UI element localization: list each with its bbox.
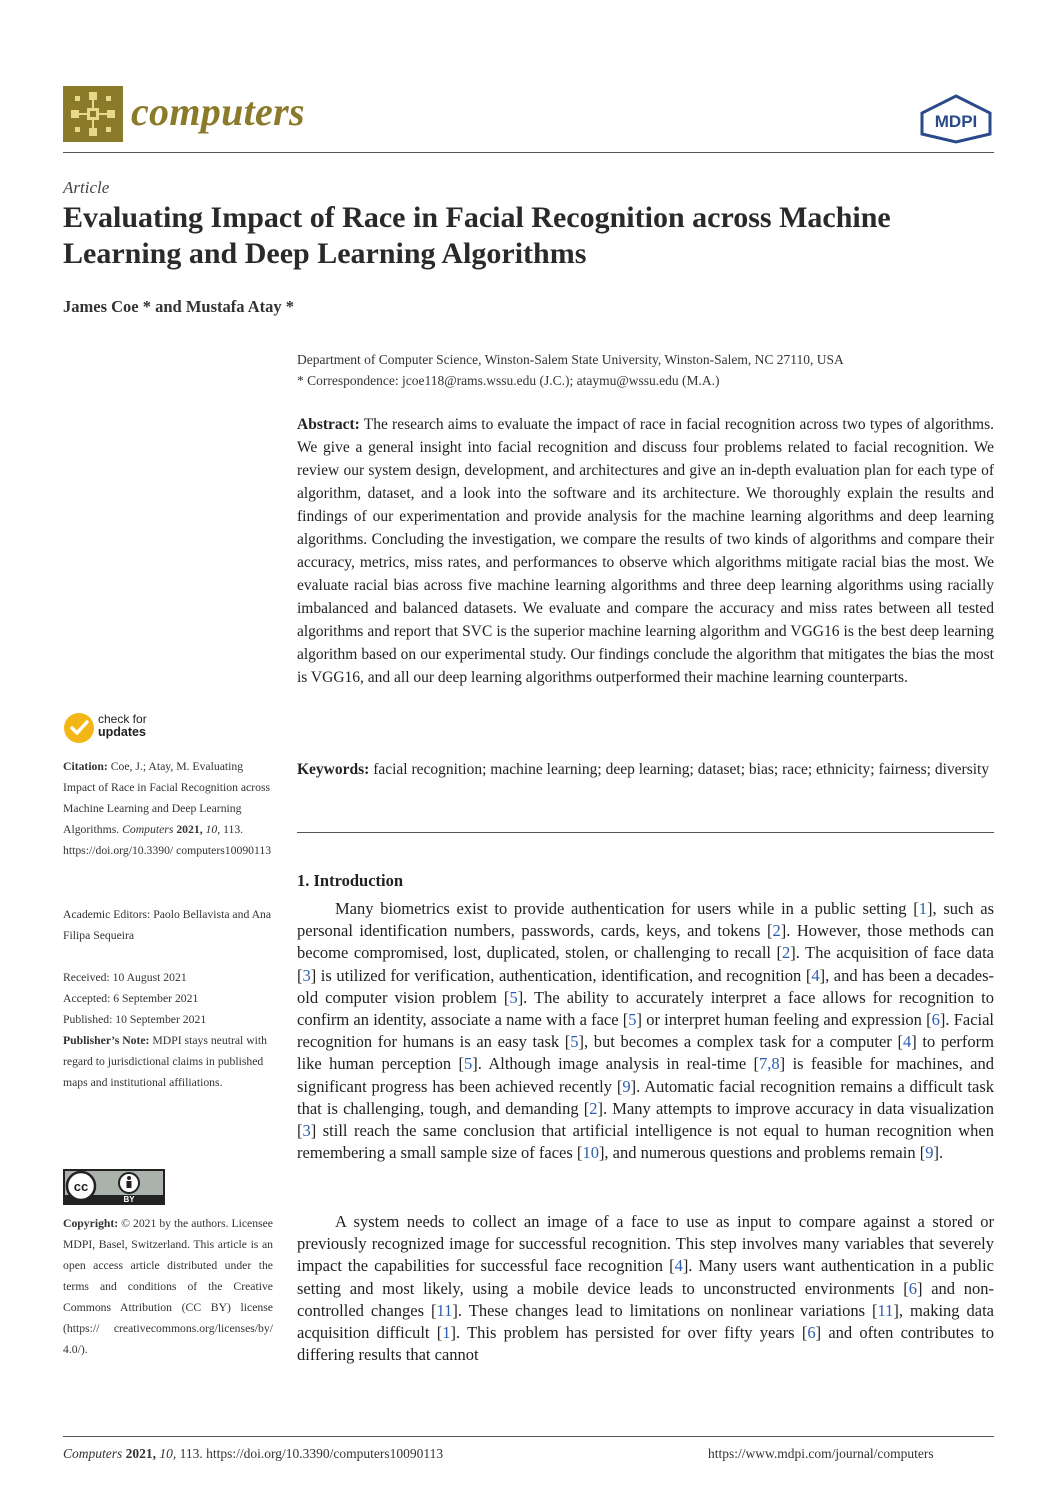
check-for-updates-button[interactable] (63, 710, 173, 746)
body-text: ], and numerous questions and problems remain [ (598, 1143, 926, 1163)
body-text: Many biometrics exist to provide authentication for users while in a public setting [ (335, 899, 919, 918)
svg-text:cc: cc (73, 1179, 89, 1194)
citation-reference-link[interactable]: 4 (902, 1032, 912, 1052)
footer-year: 2021, (125, 1446, 157, 1461)
body-text: ] and often contributes to differing results that cannot (297, 1323, 994, 1365)
publisher-note-text: MDPI stays neutral with regard to jurisdictional claims in published maps and institutional affiliations. (63, 1034, 267, 1089)
citation-year: 2021, (176, 823, 203, 836)
body-text: ]. Automatic facial recognition remains a difficult task that is challenging, tough, and demanding [ (297, 1076, 995, 1118)
footer-journal-url[interactable]: https://www.mdpi.com/journal/computers (708, 1446, 934, 1461)
citation-reference-link[interactable]: 2 (589, 1098, 598, 1118)
body-text: ]. Many users want authentication in a public setting and most likely, using a mobile device leads to unconstructed environments [ (297, 1256, 994, 1298)
citation-reference-link[interactable]: 11 (436, 1300, 453, 1320)
footer-doi[interactable]: 113. https://doi.org/10.3390/computers10090113 (179, 1446, 444, 1461)
citation-reference-link[interactable]: 3 (302, 965, 311, 985)
citation-reference-link[interactable]: 4 (811, 965, 820, 985)
citation-journal: Computers (122, 823, 174, 836)
citation-reference-link[interactable]: 5 (570, 1032, 579, 1052)
citation-reference-link[interactable]: 1 (442, 1323, 451, 1343)
abstract-text: The research aims to evaluate the impact of race in facial recognition across two types of algorithms. We give a general insight into facial recognition and discuss four problems related to facial recognition. We review our system design, development, and architectures and give an in-depth evaluation plan for each type of algorithm, dataset, and a look into the software and its architecture. We thoroughly explain the results and findings of our experimentation and provide analysis for the machine learning algorithms and deep learning algorithms. Concluding the investigation, we compare the results of two kinds of algorithms and compare their accuracy, metrics, miss rates, and performances to observe which algorithms mitigate racial bias the most. We evaluate racial bias across five machine learning algorithms and three deep learning algorithms using racially imbalanced and balanced datasets. We evaluate and compare the accuracy and miss rates between all tested algorithms and report that SVC is the superior machine learning algorithm and VGG16 is the best deep learning algorithm based on our experimental study. Our findings conclude the algorithm that mitigates the bias the most is VGG16, and all our deep learning algorithms outperformed their machine learning counterparts. (297, 416, 994, 686)
body-text: ]. (933, 1143, 944, 1163)
received-date: Received: 10 August 2021 (63, 971, 187, 984)
check-updates-line2: updates (98, 725, 146, 739)
academic-editors: Academic Editors: Paolo Bellavista and Ana Filipa Sequeira (63, 908, 272, 942)
citation-reference-link[interactable]: 4 (674, 1256, 683, 1276)
svg-text:MDPI: MDPI (934, 112, 978, 131)
copyright-text: © 2021 by the authors. Licensee MDPI, Basel, Switzerland. This article is an open access article distributed under the terms and conditions of the Creative Commons Attribution (CC BY) license (https:// creativecommons.org/licenses/by/ 4.0/). (63, 1217, 273, 1356)
copyright-label: Copyright: (63, 1217, 119, 1230)
correspondence: * Correspondence: jcoe118@rams.wssu.edu (J.C.); ataymu@wssu.edu (M.A.) (297, 373, 720, 388)
authors: James Coe * and Mustafa Atay * (63, 297, 294, 316)
citation-reference-link[interactable]: 7,8 (759, 1054, 780, 1074)
body-text: ]. The ability to accurately interpret a face allows for recognition to confirm an identity, associate a name with a face [ (297, 987, 994, 1030)
citation-reference-link[interactable]: 2 (772, 921, 781, 941)
footer-journal: Computers (63, 1446, 123, 1461)
publisher-note-label: Publisher’s Note: (63, 1034, 150, 1047)
body-text: ] is utilized for verification, authentication, identification, and recognition [ (310, 965, 812, 985)
body-text: ] is feasible for machines, and significant progress has been achieved recently [ (297, 1054, 994, 1096)
body-text: ], making data acquisition difficult [ (297, 1300, 995, 1343)
body-text: ]. Although image analysis in real-time [ (472, 1054, 760, 1074)
check-updates-icon (63, 712, 95, 744)
section-heading: 1. Introduction (297, 871, 404, 890)
publication-dates (63, 967, 273, 1030)
citation-reference-link[interactable]: 10 (582, 1143, 599, 1163)
affiliation: Department of Computer Science, Winston-Salem State University, Winston-Salem, NC 27110, USA (297, 352, 844, 367)
body-text: ]. These changes lead to limitations on nonlinear variations [ (452, 1300, 878, 1320)
journal-logo-icon (63, 86, 123, 142)
paper-title: Evaluating Impact of Race in Facial Recognition across Machine Learning and Deep Learning Algorithms (63, 201, 891, 270)
body-text: A system needs to collect an image of a face to use as input to compare against a stored or previously recognized image for successful recognition. This step involves many variables that severely impact the capabilities for successful face recognition [ (297, 1212, 994, 1276)
citation-doi[interactable]: 113. https://doi.org/10.3390/ computers10090113 (63, 823, 272, 857)
body-text: ] to perform like human perception [ (297, 1032, 994, 1074)
keywords-text: facial recognition; machine learning; deep learning; dataset; bias; race; ethnicity; fairness; diversity (373, 761, 990, 778)
citation-reference-link[interactable]: 5 (463, 1054, 473, 1074)
body-text: ], but becomes a complex task for a computer [ (578, 1032, 903, 1052)
abstract-label: Abstract: (297, 416, 360, 433)
keywords-label: Keywords: (297, 761, 370, 778)
footer-volume: 10, (159, 1446, 177, 1461)
keywords (297, 758, 994, 781)
body-text: ]. This problem has persisted for over fifty years [ (450, 1323, 808, 1343)
mdpi-logo-icon (918, 94, 994, 144)
citation-reference-link[interactable]: 5 (509, 987, 518, 1007)
header-divider (63, 152, 994, 153)
citation-reference-link[interactable]: 2 (782, 943, 791, 963)
citation-reference-link[interactable]: 1 (918, 899, 927, 918)
published-date: Published: 10 September 2021 (63, 1013, 207, 1026)
citation-reference-link[interactable]: 6 (931, 1010, 940, 1030)
citation-volume: 10, (205, 823, 221, 836)
accepted-date: Accepted: 6 September 2021 (63, 992, 199, 1005)
cc-by-license-icon[interactable] (63, 1169, 165, 1205)
citation-label: Citation: (63, 760, 108, 773)
abstract (297, 413, 994, 689)
body-text: ] or interpret human feeling and expression [ (636, 1010, 932, 1030)
citation-reference-link[interactable]: 11 (877, 1300, 894, 1320)
citation (63, 756, 273, 861)
abstract-divider (297, 832, 994, 833)
body-text: ]. Many attempts to improve accuracy in data visualization [ (297, 1098, 994, 1141)
intro-paragraph-2 (297, 1211, 994, 1366)
intro-paragraph-1 (297, 898, 994, 1164)
article-type: Article (63, 178, 110, 197)
body-text: ]. Facial recognition for humans is an easy task [ (297, 1010, 995, 1052)
footer-divider (63, 1436, 994, 1437)
footer-citation (63, 1446, 443, 1462)
copyright (63, 1213, 273, 1360)
journal-name: computers (131, 89, 305, 134)
citation-reference-link[interactable]: 3 (302, 1121, 311, 1141)
citation-reference-link[interactable]: 6 (908, 1278, 917, 1298)
body-text: ] still reach the same conclusion that artificial intelligence is not equal to human recognition when remembering a small sample size of faces [ (297, 1121, 994, 1163)
body-text: ], such as personal identification numbers, passwords, cards, keys, and tokens [ (297, 899, 994, 941)
publisher-note (63, 1030, 273, 1093)
citation-text: Coe, J.; Atay, M. Evaluating Impact of Race in Facial Recognition across Machine Learning and Deep Learning Algorithms. (63, 760, 271, 836)
citation-reference-link[interactable]: 9 (925, 1143, 934, 1163)
citation-reference-link[interactable]: 5 (628, 1010, 637, 1030)
body-text: ]. The acquisition of face data [ (297, 943, 994, 985)
citation-reference-link[interactable]: 9 (622, 1076, 631, 1096)
body-text: ] and non-controlled changes [ (297, 1278, 994, 1320)
citation-reference-link[interactable]: 6 (807, 1323, 816, 1343)
check-updates-line1: check for (98, 712, 147, 726)
body-text: ]. However, those methods can become compromised, lost, duplicated, stolen, or challenging to recall [ (297, 921, 994, 963)
body-text: ], and has been a decades-old computer vision problem [ (297, 965, 994, 1007)
svg-text:BY: BY (123, 1195, 135, 1204)
